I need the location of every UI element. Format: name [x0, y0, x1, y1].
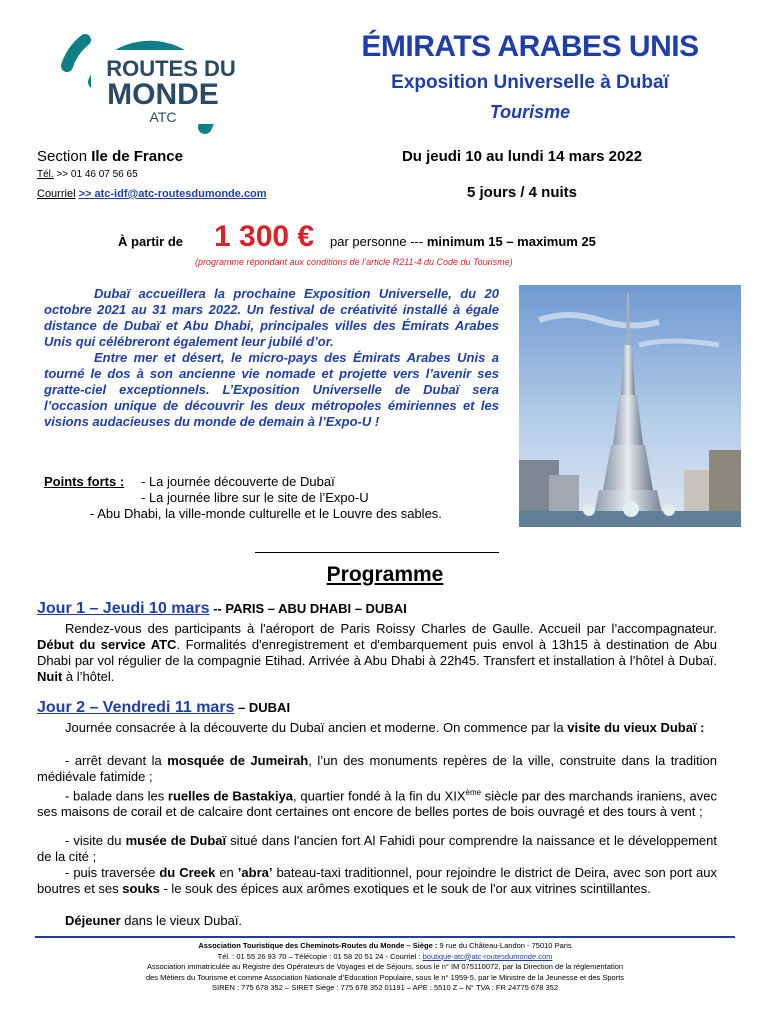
logo-ring-piece [67, 40, 85, 66]
routes-du-monde-logo [55, 22, 255, 142]
trip-duration: 5 jours / 4 nuits [466, 184, 578, 201]
price-amount: 1 300 € [214, 220, 315, 253]
section-line [37, 148, 183, 165]
day2-intro [37, 720, 717, 736]
logo-line1: ROUTES DU [106, 56, 236, 81]
highlights-label: Points forts : [44, 474, 125, 489]
logo-line3: ATC [149, 109, 177, 125]
item-text: , l’un des monuments repères de la ville, construite dans la tradition médiévale fatimide ; [37, 753, 718, 784]
day2-item-1 [37, 753, 717, 785]
item-text: , quartier fondé à la fin du XIX [293, 788, 466, 804]
intro-paragraph-2: Entre mer et désert, le micro-pays des Émirats Arabes Unis a tourné le dos à son ancienne vie nomade et projette vers l’avenir ses gratte-ciel exceptionnels. L’Exposition Universelle de Dubaï sera l’occasion unique de découvrir les deux métropoles émiriennes et les visions audacieuses du monde de demain à l’Expo-U ! [44, 350, 499, 429]
item-bold: ruelles de Bastakiya [167, 788, 294, 804]
day1-text [37, 621, 717, 685]
section-name: Ile de France [91, 148, 183, 165]
day1-text-bold: Nuit [37, 669, 63, 684]
page-title: ÉMIRATS ARABES UNIS [361, 30, 699, 63]
category-label: Tourisme [489, 102, 571, 122]
day2-intro-bold: visite du vieux Dubaï : [567, 720, 705, 735]
email-link[interactable]: >> atc-idf@atc-routesdumonde.com [78, 188, 267, 200]
item-text: situé dans l'ancien fort Al Fahidi pour comprendre la naissance et le développement de la cité ; [37, 833, 718, 864]
day2-route: – DUBAI [234, 700, 291, 715]
price-row [118, 220, 718, 260]
price-suffix [330, 234, 596, 249]
day2-intro-text: Journée consacrée à la découverte du Dubaï ancien et moderne. On commence par la [65, 720, 568, 735]
item-text: siècle par des marchands iraniens, avec ses maisons de corail et de calcaire dont certaines ont encore de belles portes de bois ouvragé et des tours à vent ; [37, 788, 718, 820]
email-line [37, 188, 267, 200]
logo-line2: MONDE [107, 78, 219, 111]
highlight-item: - La journée découverte de Dubaï [141, 474, 335, 489]
day1-heading [37, 600, 407, 618]
price-prefix: À partir de [118, 234, 184, 249]
footer-phones: Tél. : 01 55 26 93 70 – Télécopie : 01 58 20 51 24 - Courriel : [217, 951, 423, 961]
footer [35, 936, 735, 1007]
footer-line-2 [35, 952, 735, 963]
item-text: - visite du [65, 833, 126, 848]
dubai-skyline-photo [519, 285, 741, 527]
day2-item-4 [37, 865, 717, 897]
footer-line-5: SIREN : 775 678 352 – SIRET Siège : 775 678 352 01191 – APE : 5510 Z – N° TVA : FR 24775 678 352 [211, 983, 558, 992]
day2-item-2 [37, 785, 717, 820]
email-label: Courriel [37, 188, 76, 200]
programme-title: Programme [326, 563, 444, 586]
footer-org: Association Touristique des Cheminots-Routes du Monde – Siège : [198, 941, 438, 950]
item-text: - balade dans les [65, 788, 168, 804]
lunch-bold: Déjeuner [65, 913, 121, 928]
lunch-text: dans le vieux Dubaï. [120, 913, 243, 928]
phone-label: Tél. [37, 169, 54, 180]
section-prefix: Section [37, 148, 88, 165]
day2-heading [37, 699, 290, 717]
item-bold: du Creek [159, 865, 216, 880]
page-subtitle: Exposition Universelle à Dubaï [391, 72, 669, 93]
day2-item-3 [37, 833, 717, 865]
item-text: en [215, 865, 238, 880]
item-text: bateau-taxi traditionnel, pour rejoindre le district de Deira, avec son port aux boutres et ses [37, 865, 718, 896]
intro-text [44, 286, 499, 430]
footer-address: 9 rue du Château-Landon - 75010 Paris [437, 941, 572, 950]
intro-paragraph-1: Dubaï accueillera la prochaine Exposition Universelle, du 20 octobre 2021 au 31 mars 2022. Un festival de créativité installé à égale distance de Dubaï et Abu Dhabi, principales villes des Émirats Arabes Unis qui célébreront également leur jubilé d’or. [44, 286, 499, 349]
price-note: (programme répondant aux conditions de l’article R211-4 du Code du Tourisme) [195, 257, 513, 267]
day1-title: Jour 1 – Jeudi 10 mars [37, 600, 210, 617]
footer-line-3: Association immatriculée au Registre des Opérateurs de Voyages et de Séjours, sous le n° IM 075110072, par la Direction de la réglementation [146, 962, 624, 971]
item-text: - puis traversée [65, 865, 160, 880]
highlight-item: - Abu Dhabi, la ville-monde culturelle et le Louvre des sables. [90, 506, 442, 521]
day2-title: Jour 2 – Vendredi 11 mars [37, 699, 235, 716]
phone-line [37, 169, 138, 180]
day1-text-part: à l’hôtel. [62, 669, 115, 684]
day1-route: -- PARIS – ABU DHABI – DUBAI [209, 601, 407, 616]
footer-line-4: des Métiers du Tourisme et comme Association Nationale d’Education Populaire, sous le n° 1959-5, par le Ministre de la Jeunesse et des Sports [145, 972, 625, 982]
day1-text-bold: Début du service ATC [37, 637, 177, 652]
trip-dates: Du jeudi 10 au lundi 14 mars 2022 [401, 148, 643, 165]
phone-value: >> 01 46 07 56 65 [56, 169, 138, 180]
item-sup: ème [465, 788, 482, 797]
item-text: - le souk des épices aux arômes exotiques et le souk de l'or aux vitrines scintillantes. [159, 881, 651, 896]
price-suffix-plain: par personne --- [330, 234, 424, 249]
day2-lunch [37, 913, 717, 929]
item-bold: musée de Dubaï [125, 833, 227, 848]
item-bold: souks [122, 881, 160, 896]
item-bold: ’abra’ [237, 865, 273, 880]
item-bold: mosquée de Jumeirah [167, 753, 309, 768]
separator-line [255, 552, 499, 553]
day1-text-part: . Formalités d'enregistrement et d'embarquement puis envol à 13h15 à destination de Abu Dhabi par vol régulier de la compagnie Etihad. Arrivée à Abu Dhabi à 22h45. Transfert et installation à l’hôtel à Dubaï. [37, 637, 717, 668]
price-suffix-bold: minimum 15 – maximum 25 [426, 234, 596, 249]
day1-text-part: Rendez-vous des participants à l'aéroport de Paris Roissy Charles de Gaulle. Accueil par l’accompagnateur. [65, 621, 717, 636]
footer-email-link[interactable]: boutique-atc@atc-routesdumonde.com [422, 951, 553, 961]
item-text: - arrêt devant la [65, 753, 168, 768]
footer-line-1 [35, 941, 735, 952]
highlight-item: - La journée libre sur le site de l’Expo-U [141, 490, 369, 505]
